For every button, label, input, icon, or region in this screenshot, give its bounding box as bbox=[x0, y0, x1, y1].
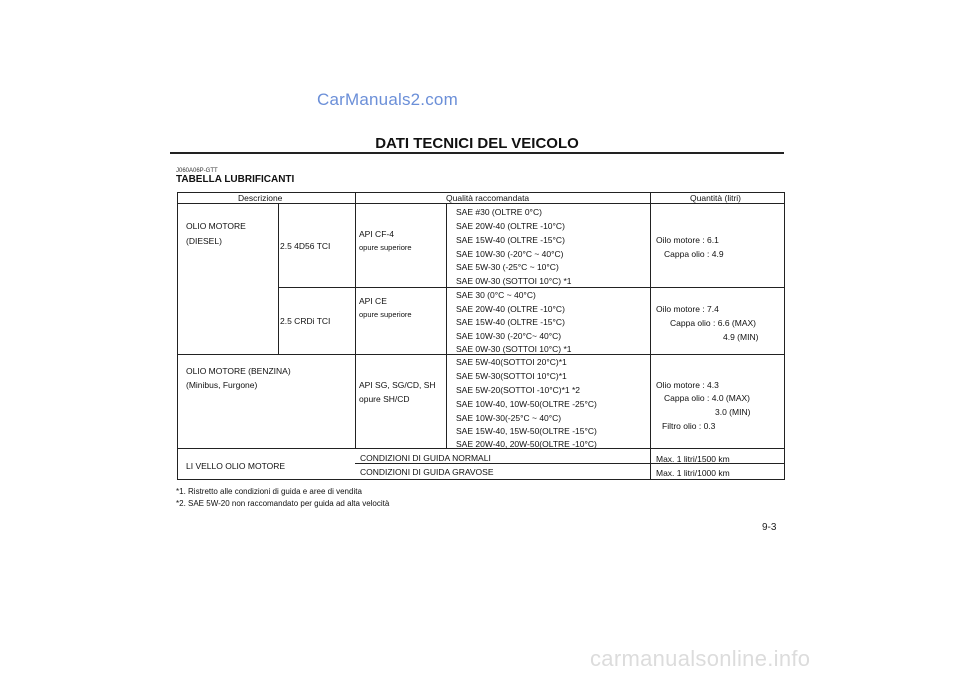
engine2-sae-0: SAE 30 (0°C ~ 40°C) bbox=[456, 290, 536, 300]
footnote-1: *1. Ristretto alle condizioni di guida e aree di vendita bbox=[176, 487, 362, 496]
engine2-sae-1: SAE 20W-40 (OLTRE -10°C) bbox=[456, 304, 565, 314]
petrol-quantity-line1: Olio motore : 4.3 bbox=[656, 380, 719, 390]
footnotes bbox=[176, 486, 389, 510]
petrol-sae-3: SAE 10W-40, 10W-50(OLTRE -25°C) bbox=[456, 399, 597, 409]
page-title: DATI TECNICI DEL VEICOLO bbox=[375, 135, 579, 152]
engine1-sae-3: SAE 10W-30 (-20°C ~ 40°C) bbox=[456, 249, 564, 259]
petrol-sae-2: SAE 5W-20(SOTTOI -10°C)*1 *2 bbox=[456, 385, 581, 395]
header-quantity: Quantità (litri) bbox=[690, 193, 742, 203]
petrol-api-line2: opure SH/CD bbox=[359, 394, 410, 404]
oil-level-label: LI VELLO OLIO MOTORE bbox=[186, 461, 286, 471]
diesel-model-divider bbox=[278, 203, 279, 354]
engine1-sae-1: SAE 20W-40 (OLTRE -10°C) bbox=[456, 221, 565, 231]
engine2-quantity-line2: Cappa olio : 6.6 (MAX) bbox=[670, 318, 756, 328]
petrol-label-line1: OLIO MOTORE (BENZINA) bbox=[186, 366, 291, 376]
engine2-model: 2.5 CRDi TCI bbox=[280, 316, 331, 326]
severe-quantity: Max. 1 litri/1000 km bbox=[656, 468, 730, 478]
engine2-api-line1: API CE bbox=[359, 296, 387, 306]
engine2-api-line2: opure superiore bbox=[359, 310, 412, 319]
petrol-quantity-line4: Filtro olio : 0.3 bbox=[662, 421, 716, 431]
footnote-2: *2. SAE 5W-20 non raccomandato per guida ad alta velocità bbox=[176, 499, 390, 508]
engine1-quantity-line2: Cappa olio : 4.9 bbox=[664, 249, 724, 259]
engine1-api-line1: API CF-4 bbox=[359, 229, 394, 239]
severe-conditions: CONDIZIONI DI GUIDA GRAVOSE bbox=[360, 467, 494, 477]
petrol-sae-0: SAE 5W-40(SOTTOI 20°C)*1 bbox=[456, 357, 567, 367]
watermark-top: CarManuals2.com bbox=[317, 90, 458, 109]
col-divider-quantity bbox=[650, 193, 651, 479]
petrol-label-line2: (Minibus, Furgone) bbox=[186, 380, 258, 390]
petrol-api-line1: API SG, SG/CD, SH bbox=[359, 380, 436, 390]
petrol-sae-4: SAE 10W-30(-25°C ~ 40°C) bbox=[456, 413, 562, 423]
header-divider bbox=[178, 203, 784, 204]
petrol-quantity-line2: Cappa olio : 4.0 (MAX) bbox=[664, 393, 750, 403]
petrol-sae-5: SAE 15W-40, 15W-50(OLTRE -15°C) bbox=[456, 426, 597, 436]
petrol-sae-6: SAE 20W-40, 20W-50(OLTRE -10°C) bbox=[456, 439, 597, 449]
normal-quantity: Max. 1 litri/1500 km bbox=[656, 454, 730, 464]
doc-code: J060A06P-GTT bbox=[176, 168, 218, 174]
col-divider-sae bbox=[446, 203, 447, 448]
diesel-engine-divider bbox=[278, 287, 784, 288]
diesel-label-line1: OLIO MOTORE bbox=[186, 221, 246, 231]
watermark-bottom: carmanualsonline.info bbox=[590, 646, 811, 671]
header-quality: Qualità raccomandata bbox=[446, 193, 530, 203]
normal-conditions: CONDIZIONI DI GUIDA NORMALI bbox=[360, 453, 491, 463]
petrol-quantity-line3: 3.0 (MIN) bbox=[715, 407, 751, 417]
engine1-quantity-line1: Oilo motore : 6.1 bbox=[656, 235, 719, 245]
page-number: 9-3 bbox=[762, 522, 777, 533]
diesel-label-line2: (DIESEL) bbox=[186, 236, 222, 246]
engine1-sae-2: SAE 15W-40 (OLTRE -15°C) bbox=[456, 235, 565, 245]
engine2-sae-2: SAE 15W-40 (OLTRE -15°C) bbox=[456, 317, 565, 327]
engine1-model: 2.5 4D56 TCI bbox=[280, 241, 331, 251]
diesel-petrol-divider bbox=[178, 354, 784, 355]
engine1-api-line2: opure superiore bbox=[359, 243, 412, 252]
engine1-sae-5: SAE 0W-30 (SOTTOI 10°C) *1 bbox=[456, 276, 572, 286]
section-title: TABELLA LUBRIFICANTI bbox=[176, 174, 295, 185]
engine1-sae-0: SAE #30 (OLTRE 0°C) bbox=[456, 207, 542, 217]
col-divider-description bbox=[355, 193, 356, 448]
engine1-sae-4: SAE 5W-30 (-25°C ~ 10°C) bbox=[456, 262, 559, 272]
petrol-sae-1: SAE 5W-30(SOTTOI 10°C)*1 bbox=[456, 371, 567, 381]
engine2-quantity-line1: Oilo motore : 7.4 bbox=[656, 304, 719, 314]
header-rule bbox=[170, 152, 784, 154]
engine2-sae-4: SAE 0W-30 (SOTTOI 10°C) *1 bbox=[456, 344, 572, 354]
engine2-quantity-line3: 4.9 (MIN) bbox=[723, 332, 759, 342]
header-description: Descrizione bbox=[238, 193, 283, 203]
lubricants-table bbox=[177, 192, 785, 480]
engine2-sae-3: SAE 10W-30 (-20°C~ 40°C) bbox=[456, 331, 562, 341]
